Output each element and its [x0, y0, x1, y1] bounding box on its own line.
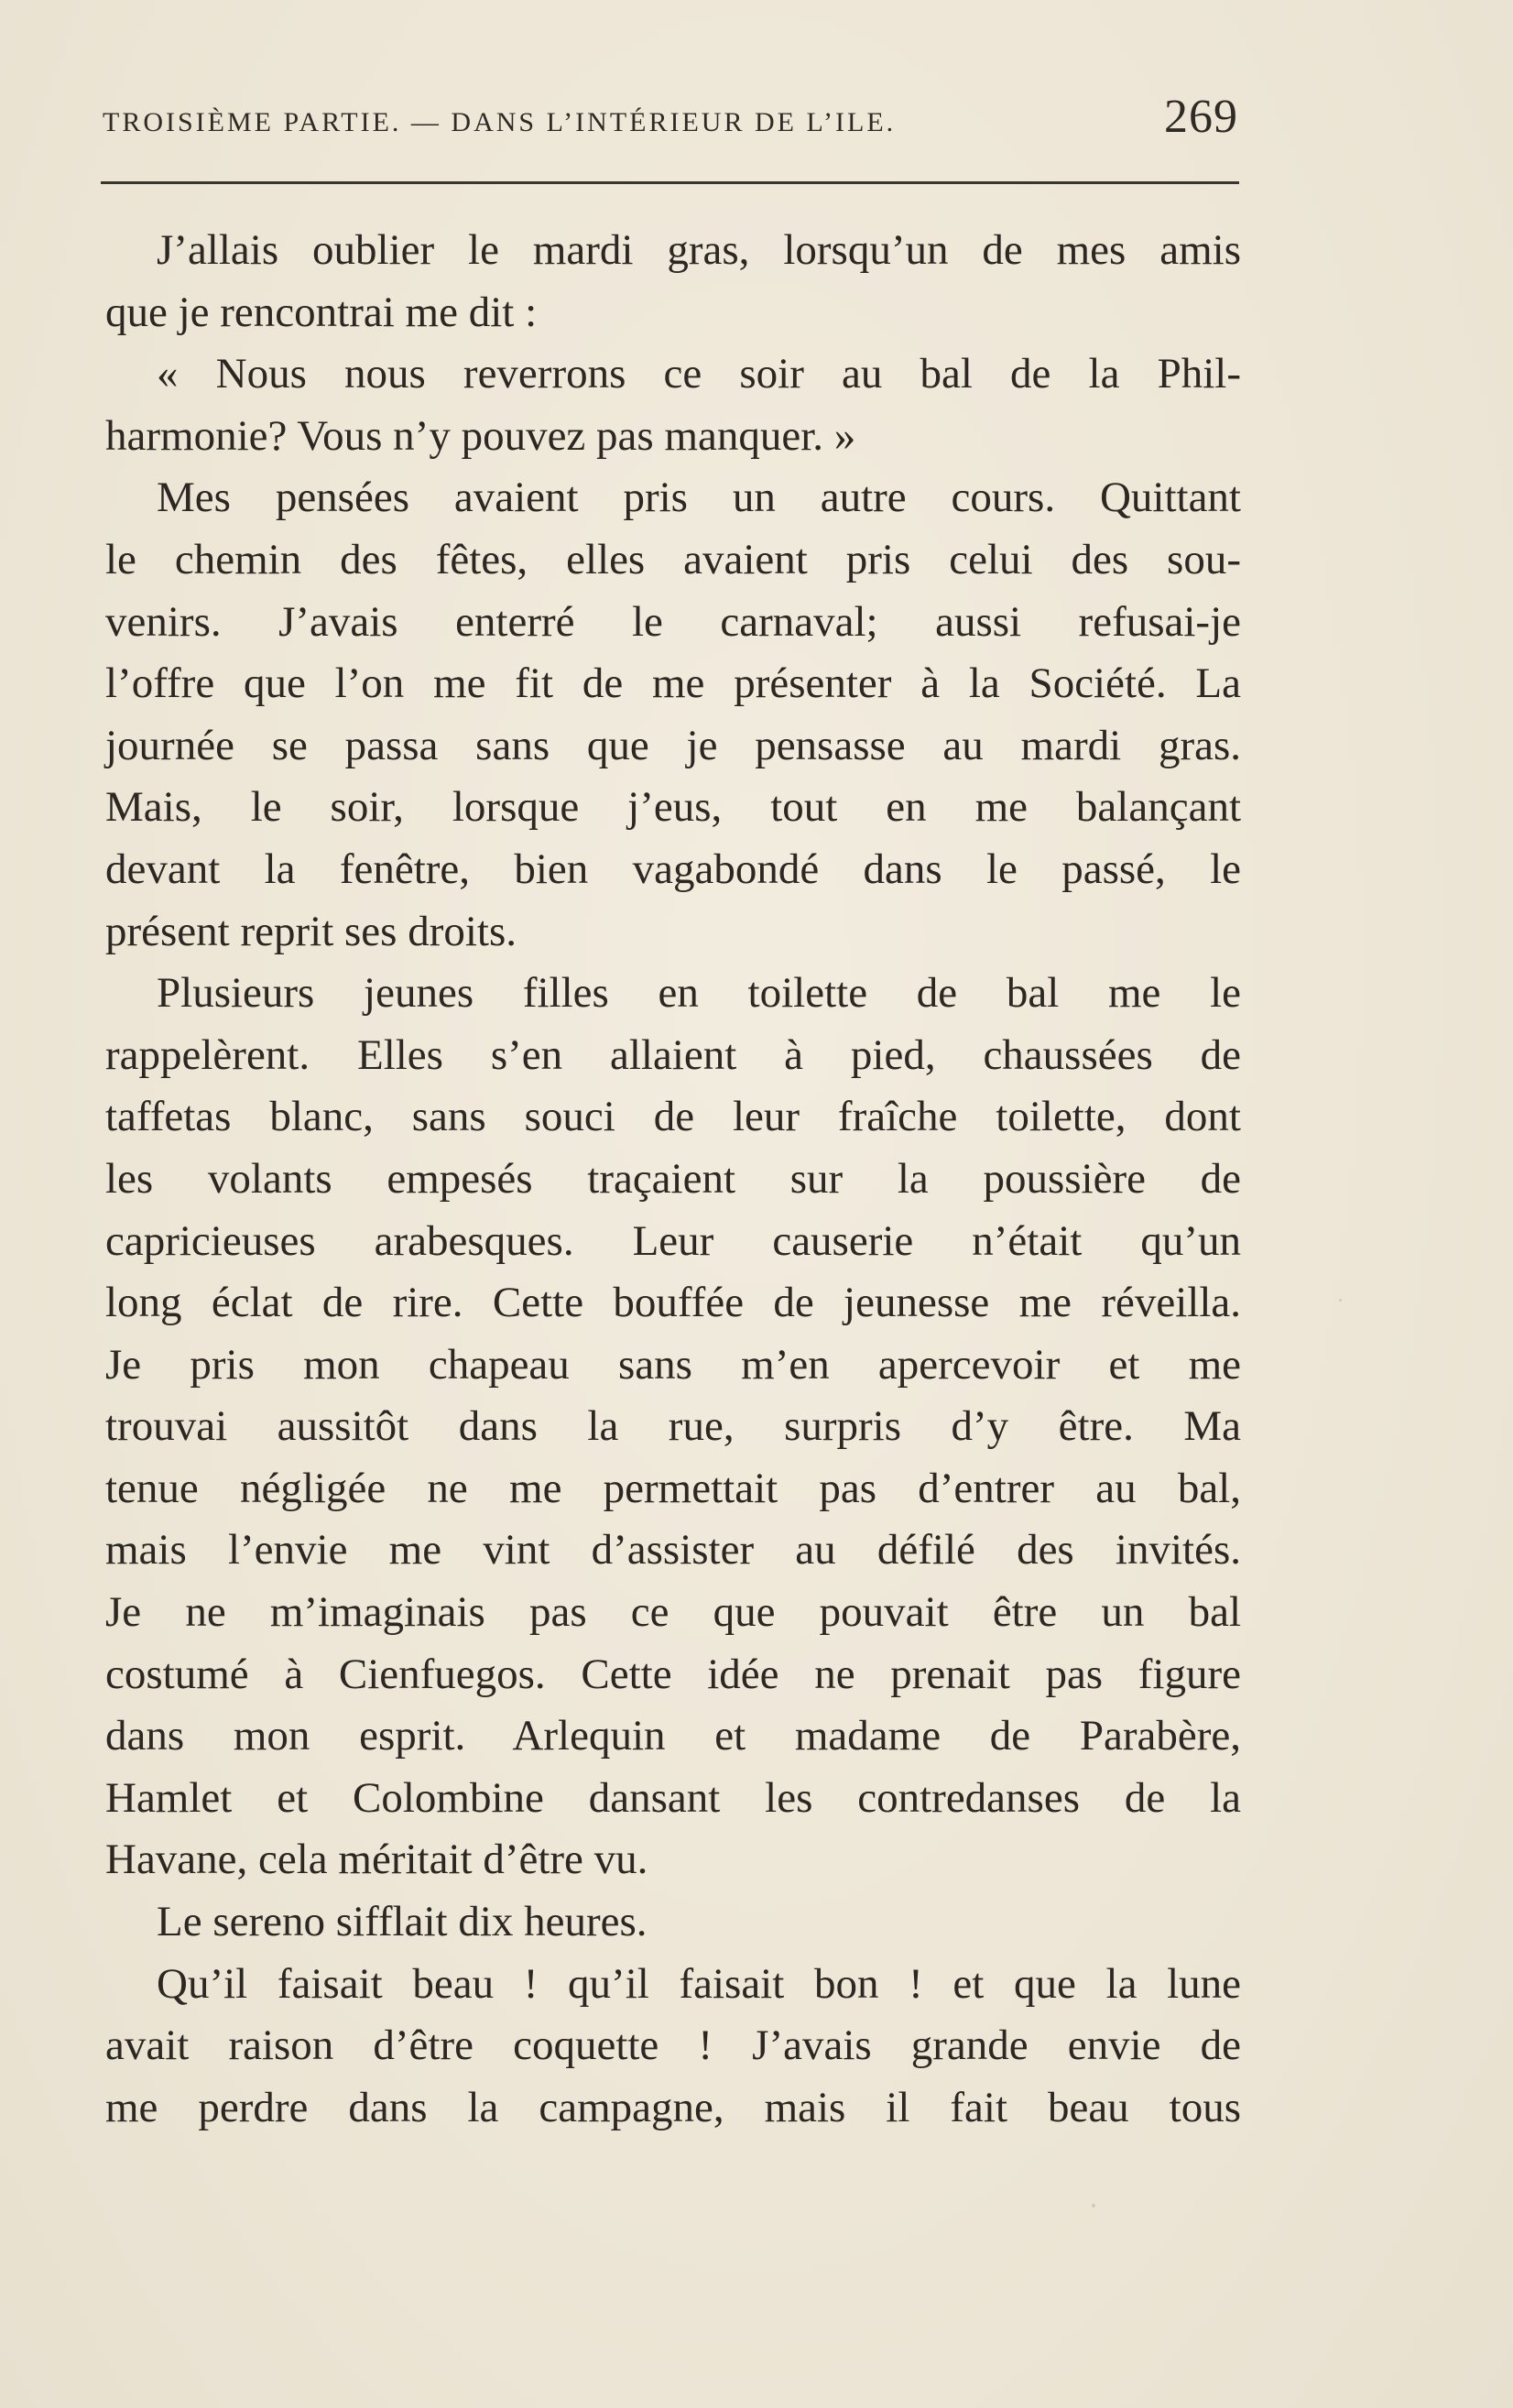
text-line: Plusieurs jeunes filles en toilette de bal me le: [157, 969, 1241, 1018]
text-line: dans mon esprit. Arlequin et madame de Parabère,: [105, 1712, 1241, 1760]
text-line: capricieuses arabesques. Leur causerie n’était qu’un: [105, 1216, 1241, 1265]
text-line: les volants empesés traçaient sur la poussière de: [105, 1154, 1241, 1203]
text-line: devant la fenêtre, bien vagabondé dans le passé, le: [105, 844, 1241, 893]
body-text: [105, 220, 1241, 2139]
text-line: tenue négligée ne me permettait pas d’entrer au bal,: [105, 1464, 1241, 1512]
text-line: l’offre que l’on me fit de me présenter à la Société. La: [105, 659, 1241, 708]
page-number: 269: [1164, 91, 1238, 143]
text-line: harmonie? Vous n’y pouvez pas manquer. »: [105, 411, 856, 460]
text-line: « Nous nous reverrons ce soir au bal de la Phil-: [157, 350, 1241, 398]
text-line: Mes pensées avaient pris un autre cours. Quittant: [157, 474, 1241, 522]
text-line: Je ne m’imaginais pas ce que pouvait être un bal: [105, 1588, 1241, 1637]
text-line: le chemin des fêtes, elles avaient pris celui des sou-: [105, 535, 1241, 583]
header-rule: [101, 181, 1239, 184]
text-line: taffetas blanc, sans souci de leur fraîche toilette, dont: [105, 1093, 1241, 1141]
running-head: [103, 91, 1238, 150]
running-head-title: TROISIÈME PARTIE. — DANS L’INTÉRIEUR DE L’ILE.: [103, 107, 897, 137]
text-line: me perdre dans la campagne, mais il fait beau tous: [105, 2083, 1241, 2131]
text-line: Qu’il faisait beau ! qu’il faisait bon ! et que la lune: [157, 1959, 1241, 2008]
paper-speck: [1092, 2204, 1095, 2207]
text-line: rappelèrent. Elles s’en allaient à pied, chaussées de: [105, 1030, 1241, 1079]
text-line: J’allais oublier le mardi gras, lorsqu’un de mes amis: [157, 226, 1241, 274]
text-line: Le sereno sifflait dix heures.: [157, 1898, 648, 1946]
text-line: Je pris mon chapeau sans m’en apercevoir et me: [105, 1340, 1241, 1389]
paper-speck: [1339, 1299, 1342, 1302]
text-line: mais l’envie me vint d’assister au défilé des invités.: [105, 1526, 1241, 1574]
text-line: costumé à Cienfuegos. Cette idée ne prenait pas figure: [105, 1650, 1241, 1698]
text-line: Hamlet et Colombine dansant les contredanses de la: [105, 1773, 1241, 1822]
text-line: long éclat de rire. Cette bouffée de jeunesse me réveilla.: [105, 1279, 1241, 1327]
text-line: Havane, cela méritait d’être vu.: [105, 1836, 648, 1884]
text-line: venirs. J’avais enterré le carnaval; aussi refusai-je: [105, 597, 1241, 646]
text-line: trouvai aussitôt dans la rue, surpris d’y être. Ma: [105, 1402, 1241, 1451]
text-line: journée se passa sans que je pensasse au mardi gras.: [105, 721, 1241, 769]
text-line: Mais, le soir, lorsque j’eus, tout en me balançant: [105, 783, 1241, 832]
text-line: avait raison d’être coquette ! J’avais grande envie de: [105, 2021, 1241, 2070]
text-line: présent reprit ses droits.: [105, 907, 517, 955]
text-line: que je rencontrai me dit :: [105, 288, 538, 336]
